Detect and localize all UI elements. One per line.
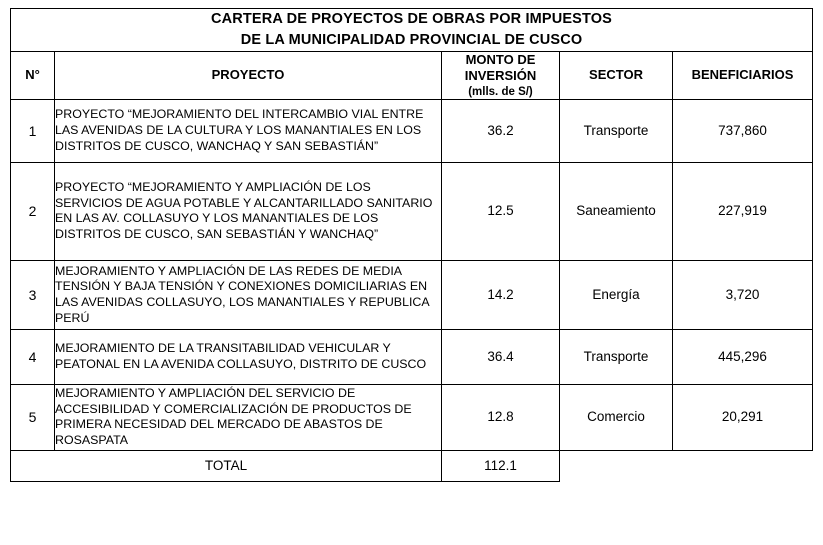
- row-number: 3: [11, 260, 55, 329]
- row-beneficiaries: 20,291: [673, 384, 813, 450]
- row-sector: Saneamiento: [560, 162, 673, 260]
- total-beneficiaries-blank: [673, 450, 813, 481]
- row-sector: Transporte: [560, 99, 673, 162]
- row-beneficiaries: 445,296: [673, 329, 813, 384]
- table-title-row: [11, 9, 813, 52]
- title-line-1: CARTERA DE PROYECTOS DE OBRAS POR IMPUESTOS: [211, 11, 612, 27]
- column-header-sector: SECTOR: [560, 52, 673, 100]
- column-header-amount-line-2: INVERSIÓN: [464, 68, 537, 84]
- table-row: [11, 162, 813, 260]
- row-project-name: PROYECTO “MEJORAMIENTO Y AMPLIACIÓN DE LOS SERVICIOS DE AGUA POTABLE Y ALCANTARILLADO SANITARIO EN LAS AV. COLLASUYO Y LOS MANANTIALES DE LOS DISTRITOS DE CUSCO, SAN SEBASTIÁN Y WANCHAQ”: [55, 162, 442, 260]
- row-number: 5: [11, 384, 55, 450]
- column-header-num: N°: [11, 52, 55, 100]
- row-number: 4: [11, 329, 55, 384]
- row-project-name: MEJORAMIENTO Y AMPLIACIÓN DEL SERVICIO DE ACCESIBILIDAD Y COMERCIALIZACIÓN DE PRODUCTOS DE PRIMERA NECESIDAD DEL MERCADO DE ABASTOS DE ROSASPATA: [55, 384, 442, 450]
- column-header-project: PROYECTO: [55, 52, 442, 100]
- row-project-name: MEJORAMIENTO Y AMPLIACIÓN DE LAS REDES DE MEDIA TENSIÓN Y BAJA TENSIÓN Y CONEXIONES DOMICILIARIAS EN LAS AVENIDAS COLLASUYO, LOS MANANTIALES Y REPUBLICA PERÚ: [55, 260, 442, 329]
- row-sector: Transporte: [560, 329, 673, 384]
- column-header-amount-unit: (mlls. de S/): [468, 85, 533, 98]
- row-project-name: PROYECTO “MEJORAMIENTO DEL INTERCAMBIO VIAL ENTRE LAS AVENIDAS DE LA CULTURA Y LOS MANANTIALES EN LOS DISTRITOS DE CUSCO, WANCHAQ Y SAN SEBASTIÁN”: [55, 99, 442, 162]
- table-total-row: [11, 450, 813, 481]
- column-header-beneficiaries: BENEFICIARIOS: [673, 52, 813, 100]
- row-investment-amount: 12.5: [442, 162, 560, 260]
- projects-portfolio-table: [10, 8, 813, 482]
- row-number: 2: [11, 162, 55, 260]
- page-title: [11, 9, 813, 52]
- row-investment-amount: 14.2: [442, 260, 560, 329]
- table-row: [11, 384, 813, 450]
- row-investment-amount: 36.2: [442, 99, 560, 162]
- row-sector: Comercio: [560, 384, 673, 450]
- row-investment-amount: 12.8: [442, 384, 560, 450]
- title-line-2: DE LA MUNICIPALIDAD PROVINCIAL DE CUSCO: [240, 32, 583, 49]
- table-row: [11, 99, 813, 162]
- column-header-amount-line-1: MONTO DE: [465, 52, 536, 68]
- table-row: [11, 329, 813, 384]
- row-beneficiaries: 3,720: [673, 260, 813, 329]
- row-number: 1: [11, 99, 55, 162]
- row-investment-amount: 36.4: [442, 329, 560, 384]
- total-label: TOTAL: [11, 450, 442, 481]
- total-sector-blank: [560, 450, 673, 481]
- row-project-name: MEJORAMIENTO DE LA TRANSITABILIDAD VEHICULAR Y PEATONAL EN LA AVENIDA COLLASUYO, DISTRITO DE CUSCO: [55, 329, 442, 384]
- column-header-amount: [442, 52, 560, 100]
- row-beneficiaries: 737,860: [673, 99, 813, 162]
- row-beneficiaries: 227,919: [673, 162, 813, 260]
- table-row: [11, 260, 813, 329]
- total-investment-amount: 112.1: [442, 450, 560, 481]
- table-header-row: [11, 52, 813, 100]
- row-sector: Energía: [560, 260, 673, 329]
